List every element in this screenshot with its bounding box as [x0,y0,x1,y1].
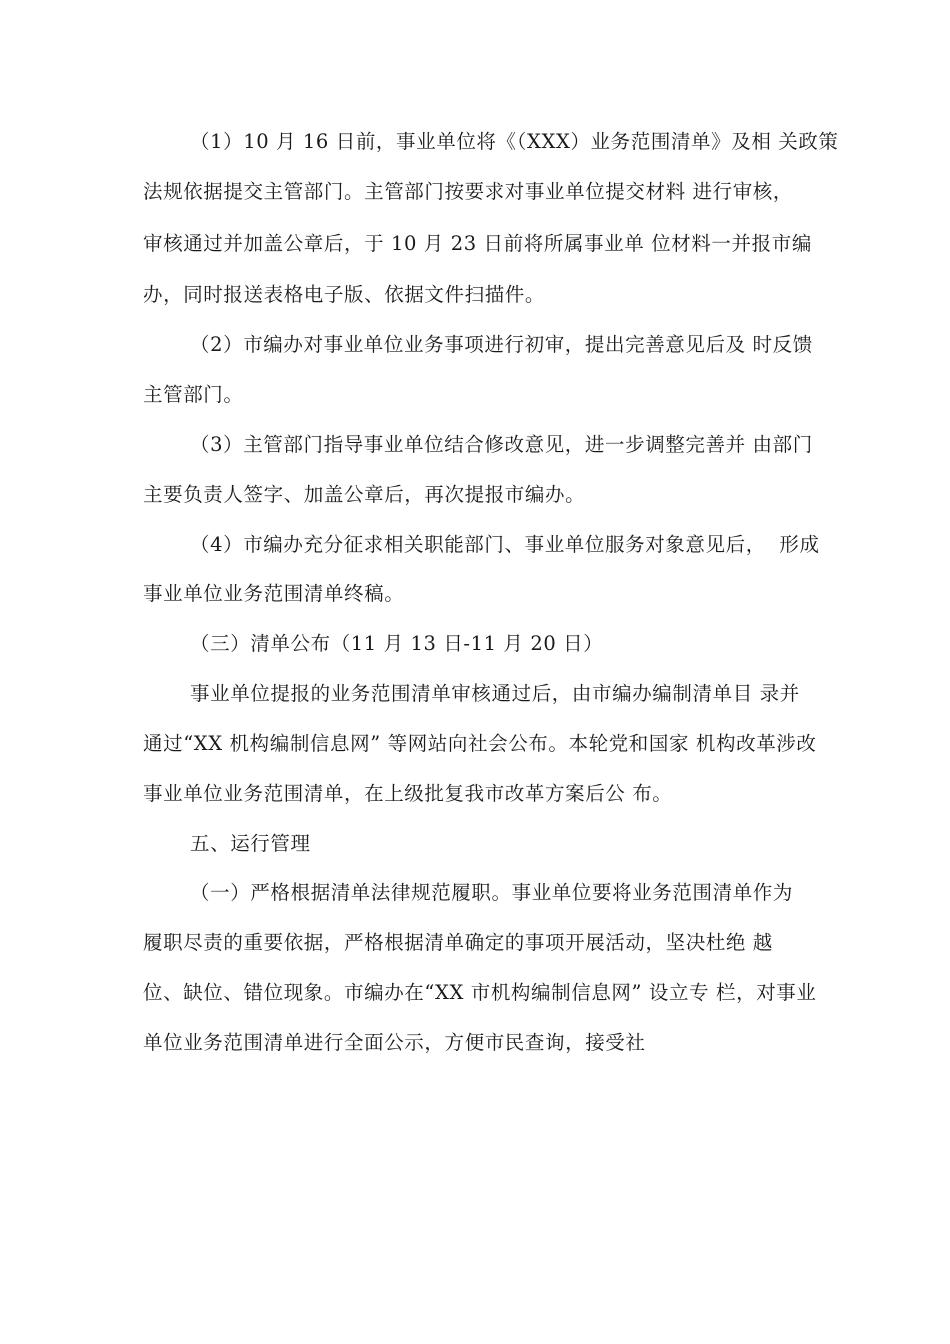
text-line: 履职尽责的重要依据，严格根据清单确定的事项开展活动，坚决杜绝 越 [143,931,773,954]
text-line: 位、缺位、错位现象。市编办在“XX 市机构编制信息网” 设立专 栏，对事业 [143,981,817,1004]
text-line: （一）严格根据清单法律规范履职。事业单位要将业务范围清单作为 [190,881,794,904]
text-line: 法规依据提交主管部门。主管部门按要求对事业单位提交材料 进行审核， [143,180,793,203]
text-line: 单位业务范围清单进行全面公示，方便市民查询，接受社 [143,1031,646,1054]
text-line: （3）主管部门指导事业单位结合修改意见，进一步调整完善并 由部门 [190,433,813,456]
text-line: （1）10 月 16 日前，事业单位将《（XXX）业务范围清单》及相 关政策 [190,130,839,153]
text-line: （4）市编办充分征求相关职能部门、事业单位服务对象意见后， 形成 [190,533,820,556]
text-line: 主要负责人签字、加盖公章后，再次提报市编办。 [143,483,586,506]
text-line: 主管部门。 [143,383,244,406]
section-heading: 五、运行管理 [190,832,311,855]
section-heading: （三）清单公布（11 月 13 日-11 月 20 日） [190,632,604,655]
text-line: （2）市编办对事业单位业务事项进行初审，提出完善意见后及 时反馈 [190,333,813,356]
text-line: 事业单位业务范围清单终稿。 [143,582,405,605]
text-line: 事业单位提报的业务范围清单审核通过后，由市编办编制清单目 录并 [190,682,800,705]
text-line: 审核通过并加盖公章后，于 10 月 23 日前将所属事业单 位材料一并报市编 [143,232,812,255]
text-line: 事业单位业务范围清单，在上级批复我市改革方案后公 布。 [143,782,673,805]
text-line: 办，同时报送表格电子版、依据文件扫描件。 [143,283,546,306]
text-line: 通过“XX 机构编制信息网” 等网站向社会公布。本轮党和国家 机构改革涉改 [143,732,817,755]
